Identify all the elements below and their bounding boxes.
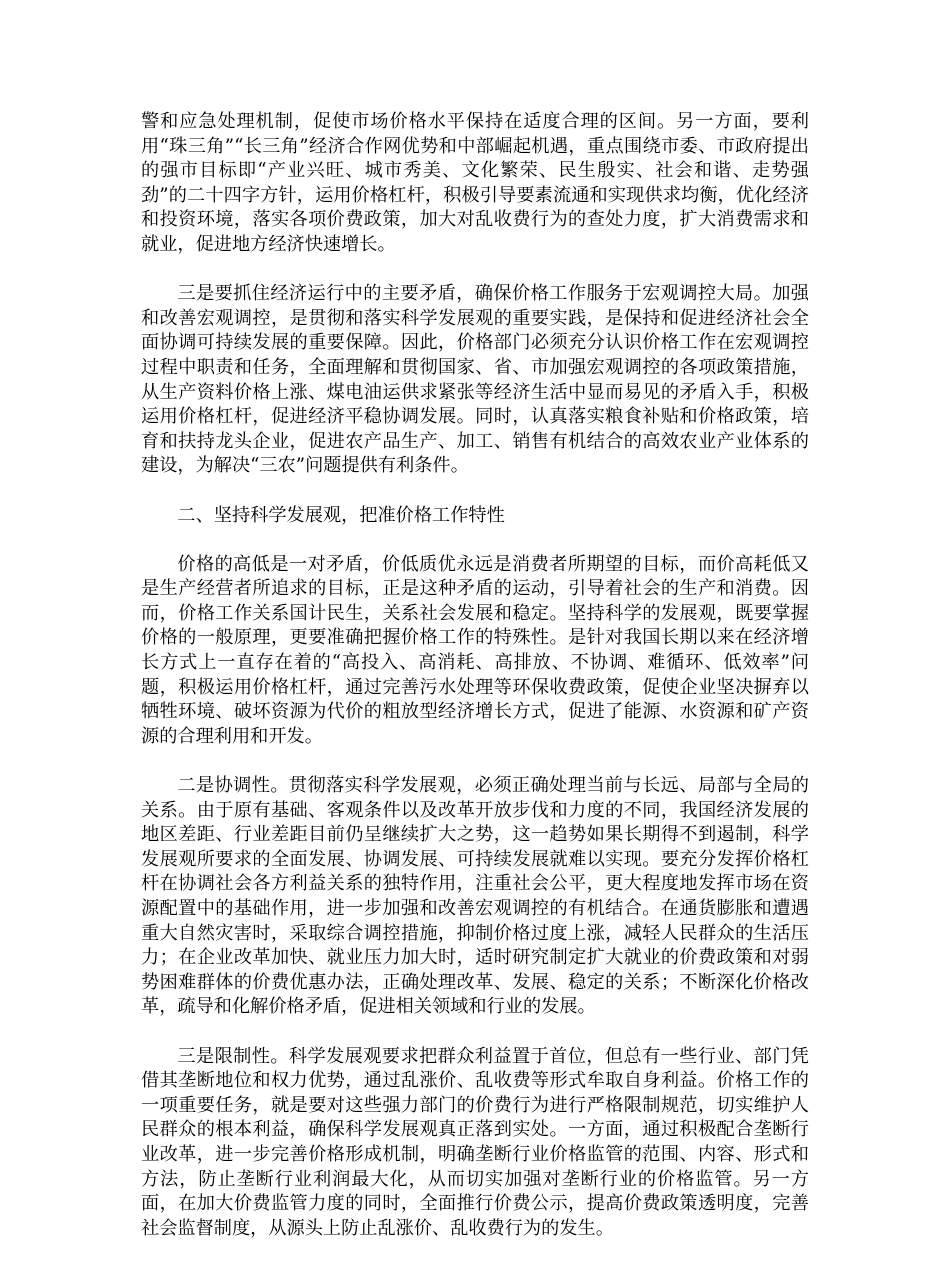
- paragraph-restriction: 三是限制性。科学发展观要求把群众利益置于首位，但总有一些行业、部门凭借其垄断地位和权力优势，通过乱涨价、乱收费等形式牟取自身利益。价格工作的一项重要任务，就是要对这些强力部门的价费行为进行严格限制规范，切实维护人民群众的根本利益，确保科学发展观真正落到实处。一方面，通过积极配合垄断行业改革，进一步完善价格形成机制，明确垄断行业价格监管的范围、内容、形式和方法，防止垄断行业利润最大化，从而切实加强对垄断行业的价格监管。另一方面，在加大价费监管力度的同时，全面推行价费公示，提高价费政策透明度，完善社会监督制度，从源头上防止乱涨价、乱收费行为的发生。: [141, 1045, 809, 1239]
- section-heading: 二、坚持科学发展观，把准价格工作特性: [177, 504, 505, 526]
- paragraph-macro-control: 三是要抓住经济运行中的主要矛盾，确保价格工作服务于宏观调控大局。加强和改善宏观调控，是贯彻和落实科学发展观的重要实践，是保持和促进经济社会全面协调可持续发展的重要保障。因此，价格部门必须充分认识价格工作在宏观调控过程中职责和任务，全面理解和贯彻国家、省、市加强宏观调控的各项政策措施，从生产资料价格上涨、煤电油运供求紧张等经济生活中显而易见的矛盾入手，积极运用价格杠杆，促进经济平稳协调发展。同时，认真落实粮食补贴和价格政策，培育和扶持龙头企业，促进农产品生产、加工、销售有机结合的高效农业产业体系的建设，为解决“三农”问题提供有利条件。: [141, 283, 809, 477]
- document-body: [141, 110, 809, 1266]
- paragraph-coordination: 二是协调性。贯彻落实科学发展观，必须正确处理当前与长远、局部与全局的关系。由于原有基础、客观条件以及改革开放步伐和力度的不同，我国经济发展的地区差距、行业差距目前仍呈继续扩大之势，这一趋势如果长期得不到遏制，科学发展观所要求的全面发展、协调发展、可持续发展就难以实现。要充分发挥价格杠杆在协调社会各方利益关系的独特作用，注重社会公平，更大程度地发挥市场在资源配置中的基础作用，进一步加强和改善宏观调控的有机结合。在通货膨胀和遭遇重大自然灾害时，采取综合调控措施，抑制价格过度上涨，减轻人民群众的生活压力；在企业改革加快、就业压力加大时，适时研究制定扩大就业的价费政策和对弱势困难群体的价费优惠办法，正确处理改革、发展、稳定的关系；不断深化价格改革，疏导和化解价格矛盾，促进相关领域和行业的发展。: [141, 775, 809, 1018]
- paragraph-price-contradiction: 价格的高低是一对矛盾，价低质优永远是消费者所期望的目标，而价高耗低又是生产经营者所追求的目标，正是这种矛盾的运动，引导着社会的生产和消费。因而，价格工作关系国计民生，关系社会发展和稳定。坚持科学的发展观，既要掌握价格的一般原理，更要准确把握价格工作的特殊性。是针对我国长期以来在经济增长方式上一直存在着的“高投入、高消耗、高排放、不协调、难循环、低效率”问题，积极运用价格杠杆，通过完善污水处理等环保收费政策，促使企业坚决摒弃以牺牲环境、破坏资源为代价的粗放型经济增长方式，促进了能源、水资源和矿产资源的合理利用和开发。: [141, 553, 809, 747]
- paragraph-continued: 警和应急处理机制，促使市场价格水平保持在适度合理的区间。另一方面，要利用“珠三角”“长三角”经济合作网优势和中部崛起机遇，重点围绕市委、市政府提出的强市目标即“产业兴旺、城市秀美、文化繁荣、民生殷实、社会和谐、走势强劲”的二十四字方针，运用价格杠杆，积极引导要素流通和实现供求均衡，优化经济和投资环境，落实各项价费政策，加大对乱收费行为的查处力度，扩大消费需求和就业，促进地方经济快速增长。: [141, 111, 809, 255]
